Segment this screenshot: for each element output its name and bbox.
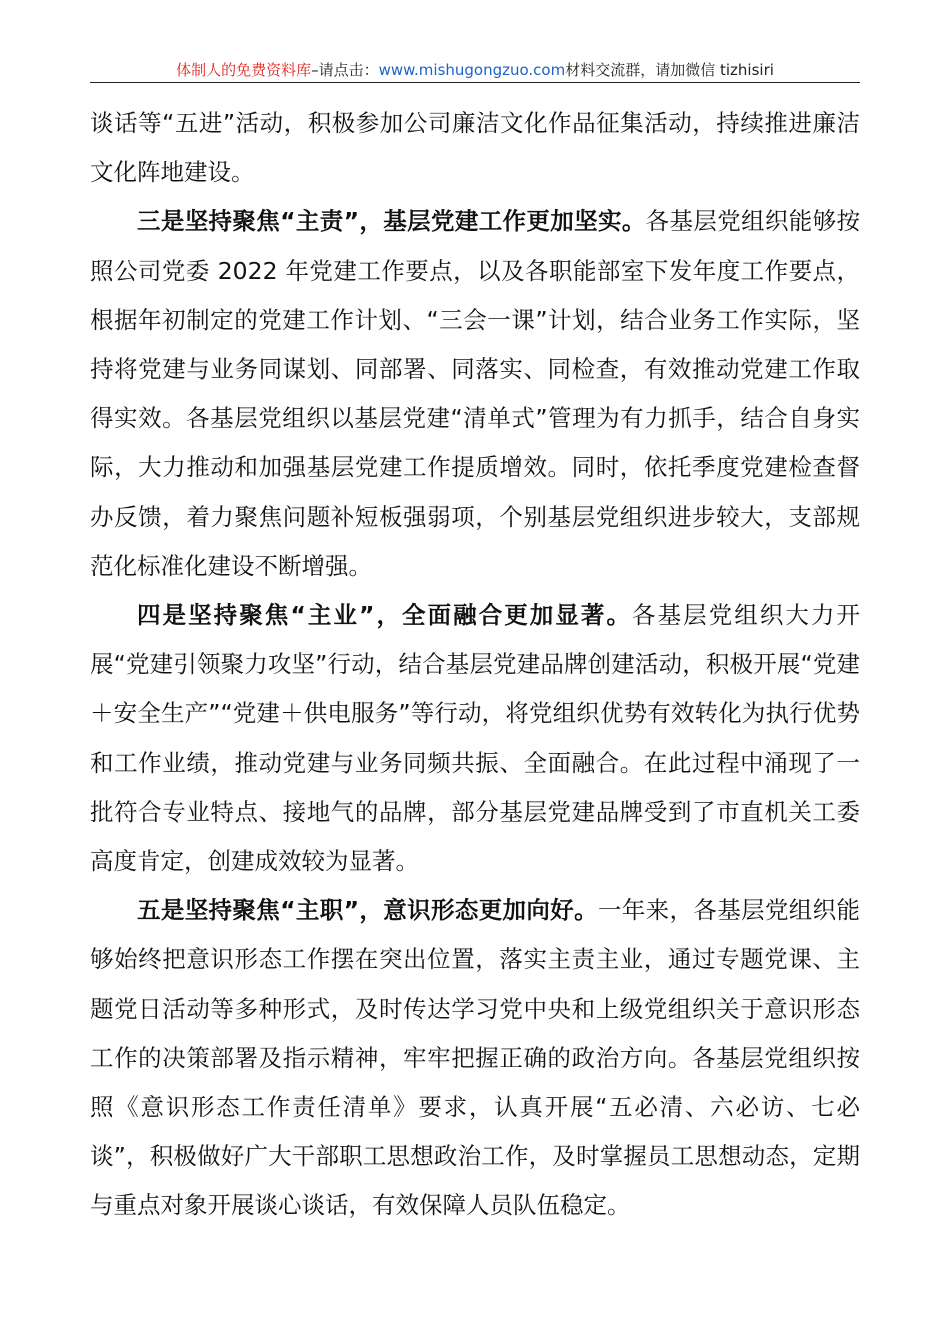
paragraph-lead: 三是坚持聚焦“主责”，基层党建工作更加坚实。 [137,207,646,236]
paragraph-point-three [90,197,860,591]
document-body [90,99,860,1231]
paragraph-text: 一年来，各基层党组织能够始终把意识形态工作摆在突出位置，落实主责主业，通过专题党课、主题党日活动等多种形式，及时传达学习党中央和上级党组织关于意识形态工作的决策部署及指示精神，牢牢把握正确的政治方向。各基层党组织按照《意识形态工作责任清单》要求，认真开展“五必清、六必访、七必谈”，积极做好广大干部职工思想政治工作，及时掌握员工思想动态，定期与重点对象开展谈心谈话，有效保障人员队伍稳定。 [90,896,861,1220]
paragraph-continuation [90,99,860,197]
paragraph-point-four [90,591,860,886]
page-header [90,58,860,82]
paragraph-lead: 五是坚持聚焦“主职”，意识形态更加向好。 [137,896,598,925]
paragraph-text: 各基层党组织大力开展“党建引领聚力攻坚”行动，结合基层党建品牌创建活动，积极开展“党建＋安全生产”“党建＋供电服务”等行动，将党组织优势有效转化为执行优势和工作业绩，推动党建与业务同频共振、全面融合。在此过程中涌现了一批符合专业特点、接地气的品牌，部分基层党建品牌受到了市直机关工委高度肯定，创建成效较为显著。 [90,601,861,876]
header-separator: –请点击： [311,61,379,79]
header-url-link[interactable]: www.mishugongzuo.com [378,61,566,79]
paragraph-point-five [90,886,860,1230]
paragraph-text: 谈话等“五进”活动，积极参加公司廉洁文化作品征集活动，持续推进廉洁文化阵地建设。 [90,109,860,187]
paragraph-text: 各基层党组织能够按照公司党委 2022 年党建工作要点，以及各职能部室下发年度工作要点，根据年初制定的党建工作计划、“三会一课”计划，结合业务工作实际，坚持将党建与业务同谋划、同部署、同落实、同检查，有效推动党建工作取得实效。各基层党组织以基层党建“清单式”管理为有力抓手，结合自身实际，大力推动和加强基层党建工作提质增效。同时，依托季度党建检查督办反馈，着力聚焦问题补短板强弱项，个别基层党组织进步较大，支部规范化标准化建设不断增强。 [90,207,861,580]
header-brand: 体制人的免费资料库 [176,61,312,79]
header-tail: 材料交流群，请加微信 tizhisiri [565,61,774,79]
header-divider [90,82,860,83]
paragraph-lead: 四是坚持聚焦“主业”，全面融合更加显著。 [137,601,633,630]
